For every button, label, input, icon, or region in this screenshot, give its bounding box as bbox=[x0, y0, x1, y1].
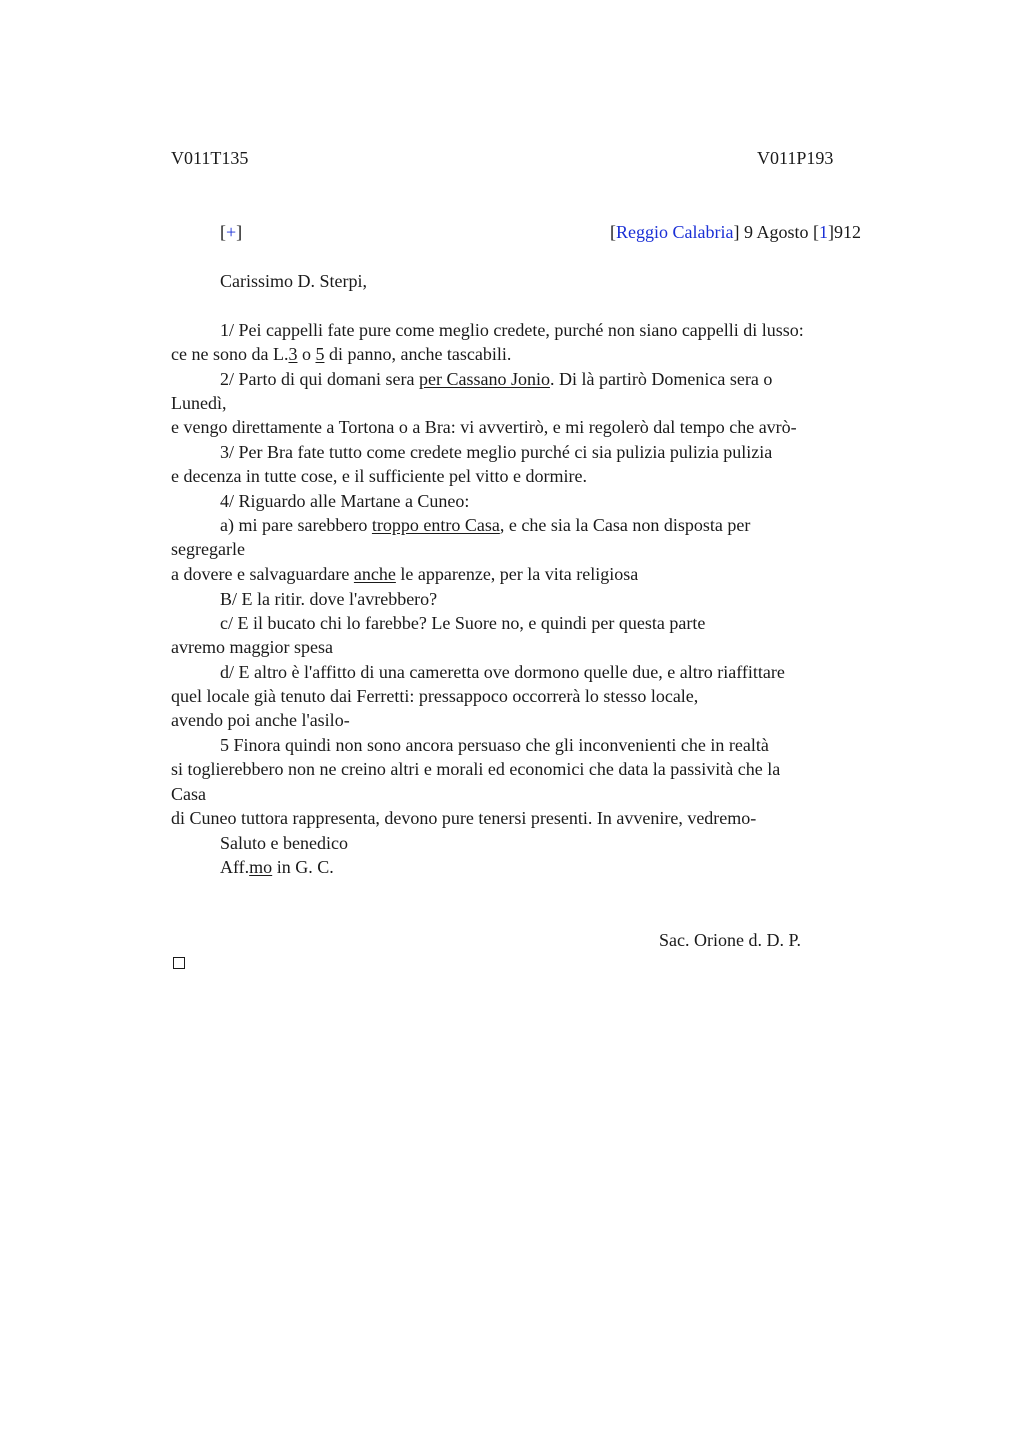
body-line: avremo maggior spesa bbox=[171, 637, 333, 657]
year-rest: 912 bbox=[833, 222, 861, 242]
document-code-left: V011T135 bbox=[171, 148, 249, 168]
bracket-open: [ bbox=[610, 222, 616, 242]
body-line: a) mi pare sarebbero troppo entro Casa, e che sia la Casa non disposta per bbox=[220, 515, 751, 535]
body-line: e vengo direttamente a Tortona o a Bra: vi avvertirò, e mi regolerò dal tempo che avrò- bbox=[171, 417, 797, 437]
body-line: e decenza in tutte cose, e il sufficiente pel vitto e dormire. bbox=[171, 466, 588, 486]
body-line: Lunedì, bbox=[171, 393, 227, 413]
underlined-text: per Cassano Jonio bbox=[418, 369, 550, 389]
document-code-right: V011P193 bbox=[757, 148, 834, 168]
body-line: a dovere e salvaguardare anche le apparenze, per la vita religiosa bbox=[171, 564, 639, 584]
body-line: c/ E il bucato chi lo farebbe? Le Suore no, e quindi per questa parte bbox=[220, 613, 706, 633]
year-link[interactable]: 1 bbox=[818, 222, 828, 242]
cross-link[interactable]: + bbox=[226, 222, 237, 242]
underlined-text: anche bbox=[353, 564, 396, 584]
body-line: Casa bbox=[171, 784, 206, 804]
underlined-text: 5 bbox=[315, 344, 325, 364]
place-link[interactable]: Reggio Calabria bbox=[616, 222, 734, 242]
bracket-close: ] bbox=[733, 222, 740, 242]
body-line: segregarle bbox=[171, 539, 245, 559]
body-line: quel locale già tenuto dai Ferretti: pressappoco occorrerà lo stesso locale, bbox=[171, 686, 699, 706]
bracket-open: [ bbox=[220, 222, 226, 242]
closing-greeting: Saluto e benedico bbox=[220, 833, 348, 853]
salutation: Carissimo D. Sterpi, bbox=[220, 271, 367, 291]
body-line: avendo poi anche l'asilo- bbox=[171, 710, 350, 730]
body-line: 1/ Pei cappelli fate pure come meglio credete, purché non siano cappelli di lusso: bbox=[220, 320, 804, 340]
closing-affectionate: Aff.mo in G. C. bbox=[220, 857, 334, 877]
underlined-text: mo bbox=[249, 857, 273, 877]
body-line: di Cuneo tuttora rappresenta, devono pure tenersi presenti. In avvenire, vedremo- bbox=[171, 808, 757, 828]
signature: Sac. Orione d. D. P. bbox=[659, 930, 801, 950]
body-line: 4/ Riguardo alle Martane a Cuneo: bbox=[220, 491, 470, 511]
date-text: 9 Agosto bbox=[739, 222, 813, 242]
body-line: d/ E altro è l'affitto di una cameretta ove dormono quelle due, e altro riaffittare bbox=[220, 662, 785, 682]
body-line: 2/ Parto di qui domani sera per Cassano Jonio. Di là partirò Domenica sera o bbox=[220, 369, 773, 389]
bracket-close: ] bbox=[827, 222, 834, 242]
underlined-text: troppo entro Casa bbox=[371, 515, 500, 535]
place-date bbox=[610, 220, 861, 244]
bracket-open: [ bbox=[812, 222, 819, 242]
body-line: si toglierebbero non ne creino altri e morali ed economici che data la passività che la bbox=[171, 759, 781, 779]
bracket-close: ] bbox=[236, 222, 243, 242]
underlined-text: 3 bbox=[288, 344, 298, 364]
body-line: B/ E la ritir. dove l'avrebbero? bbox=[220, 589, 438, 609]
body-line: ce ne sono da L.3 o 5 di panno, anche tascabili. bbox=[171, 344, 512, 364]
checkbox-square-icon bbox=[173, 957, 185, 969]
cross-marker bbox=[220, 220, 242, 244]
body-line: 5 Finora quindi non sono ancora persuaso che gli inconvenienti che in realtà bbox=[220, 735, 769, 755]
body-line: 3/ Per Bra fate tutto come credete meglio purché ci sia pulizia pulizia pulizia bbox=[220, 442, 773, 462]
